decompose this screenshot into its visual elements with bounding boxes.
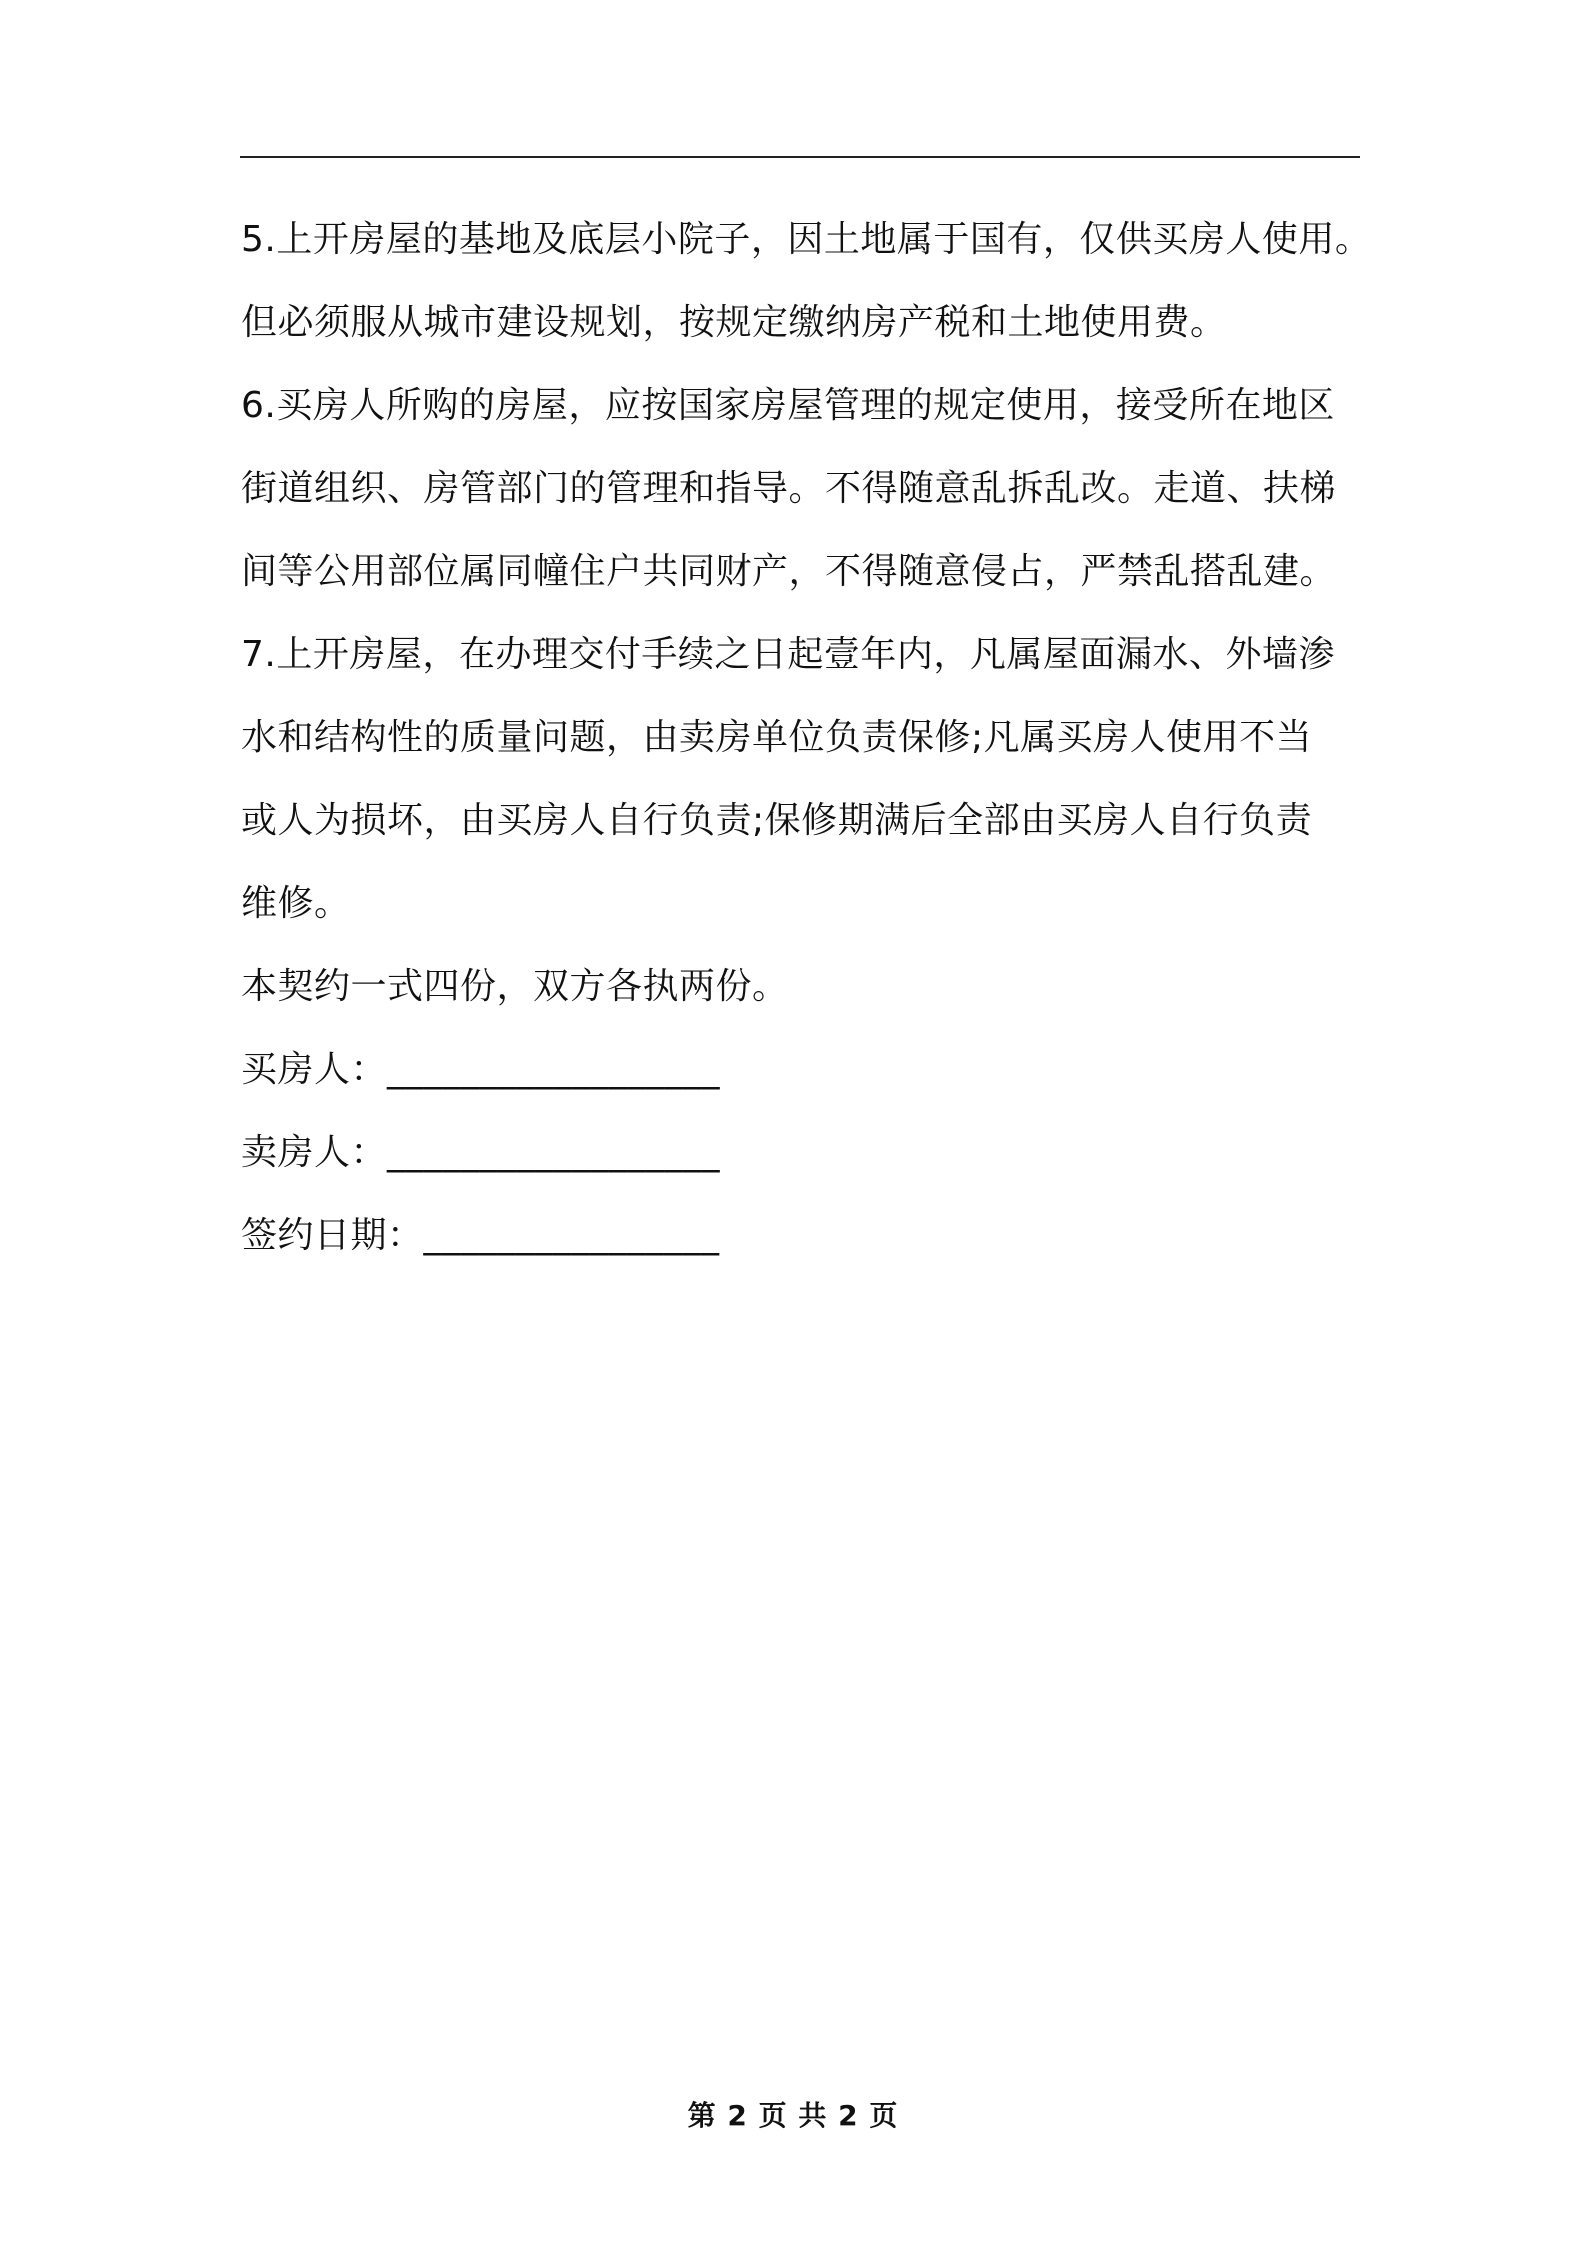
signing-date-line: 签约日期：________________ — [241, 1215, 720, 1256]
buyer-signature-line: 买房人：__________________ — [241, 1049, 721, 1090]
paragraph-line-2: 但必须服从城市建设规划，按规定缴纳房产税和土地使用费。 — [241, 302, 1227, 343]
paragraph-line-4: 街道组织、房管部门的管理和指导。不得随意乱拆乱改。走道、扶梯 — [241, 468, 1337, 509]
paragraph-line-5: 间等公用部位属同幢住户共同财产，不得随意侵占，严禁乱搭乱建。 — [241, 551, 1337, 592]
paragraph-line-10: 本契约一式四份，双方各执两份。 — [241, 966, 789, 1007]
paragraph-line-9: 维修。 — [241, 883, 351, 924]
paragraph-line-1: 5.上开房屋的基地及底层小院子，因土地属于国有，仅供买房人使用。 — [241, 219, 1372, 260]
document-body — [241, 198, 1372, 1277]
paragraph-line-6: 7.上开房屋，在办理交付手续之日起壹年内，凡属屋面漏水、外墙渗 — [241, 634, 1335, 675]
header-rule — [240, 156, 1360, 158]
paragraph-line-8: 或人为损坏，由买房人自行负责;保修期满后全部由买房人自行负责 — [241, 800, 1313, 841]
paragraph-line-7: 水和结构性的质量问题，由卖房单位负责保修;凡属买房人使用不当 — [241, 717, 1313, 758]
seller-signature-line: 卖房人：__________________ — [241, 1132, 721, 1173]
page-number-footer: 第 2 页 共 2 页 — [687, 2099, 899, 2132]
paragraph-line-3: 6.买房人所购的房屋，应按国家房屋管理的规定使用，接受所在地区 — [241, 385, 1335, 426]
